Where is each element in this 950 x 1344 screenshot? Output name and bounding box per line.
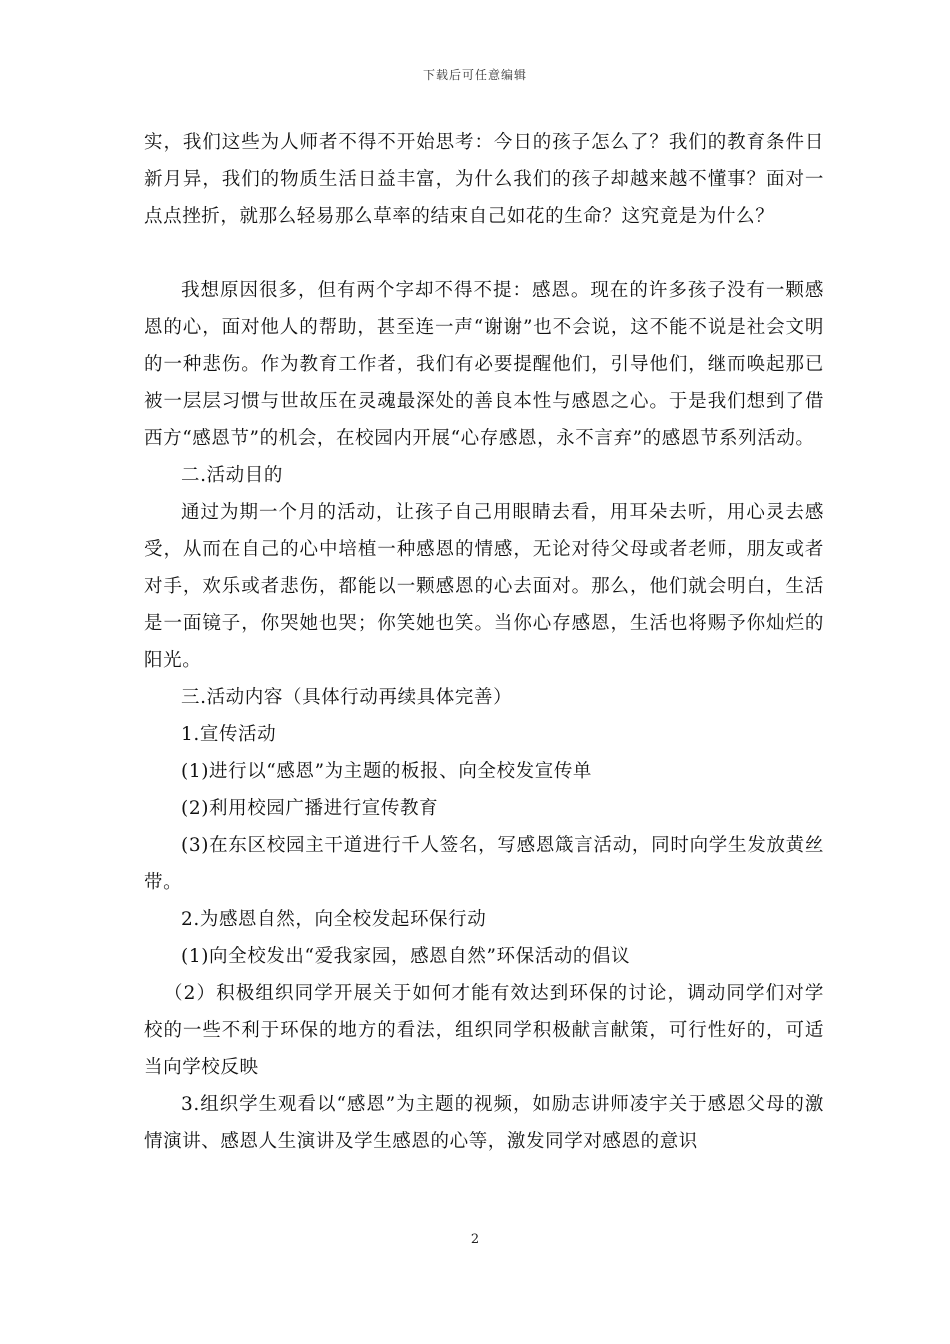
item-environment-1: (1)向全校发出“爱我家园，感恩自然”环保活动的倡议 bbox=[181, 946, 631, 967]
item-publicity-1: (1)进行以“感恩”为主题的板报、向全校发宣传单 bbox=[181, 761, 593, 782]
item-publicity: 1.宣传活动 bbox=[181, 724, 277, 745]
item-environment-2: （2）积极组织同学开展关于如何才能有效达到环保的讨论，调动同学们对学校的一些不利于环保的地方的看法，组织同学积极献言献策，可行性好的，可适当向学校反映 bbox=[144, 983, 824, 1078]
paragraph-purpose: 通过为期一个月的活动，让孩子自己用眼睛去看，用耳朵去听，用心灵去感受，从而在自己的心中培植一种感恩的情感，无论对待父母或者老师，朋友或者对手，欢乐或者悲伤，都能以一颗感恩的心去面对。那么，他们就会明白，生活是一面镜子，你哭她也哭；你笑她也笑。当你心存感恩，生活也将赐予你灿烂的阳光。 bbox=[144, 502, 824, 671]
section-heading-content: 三.活动内容（具体行动再续具体完善） bbox=[181, 687, 513, 708]
section-heading-purpose: 二.活动目的 bbox=[181, 465, 283, 486]
item-environment: 2.为感恩自然，向全校发起环保行动 bbox=[181, 909, 487, 930]
page-number: 2 bbox=[470, 1232, 480, 1247]
document-body bbox=[144, 124, 824, 1160]
item-video: 3.组织学生观看以“感恩”为主题的视频，如励志讲师凌宇关于感恩父母的激情演讲、感恩人生演讲及学生感恩的心等，激发同学对感恩的意识 bbox=[144, 1094, 824, 1152]
item-publicity-3: (3)在东区校园主干道进行千人签名，写感恩箴言活动，同时向学生发放黄丝带。 bbox=[144, 835, 824, 893]
item-publicity-2: (2)利用校园广播进行宣传教育 bbox=[181, 798, 439, 819]
paragraph-gap bbox=[144, 235, 824, 272]
paragraph-gratitude-reason: 我想原因很多，但有两个字却不得不提：感恩。现在的许多孩子没有一颗感恩的心，面对他人的帮助，甚至连一声“谢谢”也不会说，这不能不说是社会文明的一种悲伤。作为教育工作者，我们有必要提醒他们，引导他们，继而唤起那已被一层层习惯与世故压在灵魂最深处的善良本性与感恩之心。于是我们想到了借西方“感恩节”的机会，在校园内开展“心存感恩，永不言弃”的感恩节系列活动。 bbox=[144, 280, 824, 449]
page-header-note: 下载后可任意编辑 bbox=[422, 68, 527, 82]
paragraph-reflection: 实，我们这些为人师者不得不开始思考：今日的孩子怎么了？我们的教育条件日新月异，我们的物质生活日益丰富，为什么我们的孩子却越来越不懂事？面对一点点挫折，就那么轻易那么草率的结束自己如花的生命？这究竟是为什么？ bbox=[144, 132, 824, 227]
